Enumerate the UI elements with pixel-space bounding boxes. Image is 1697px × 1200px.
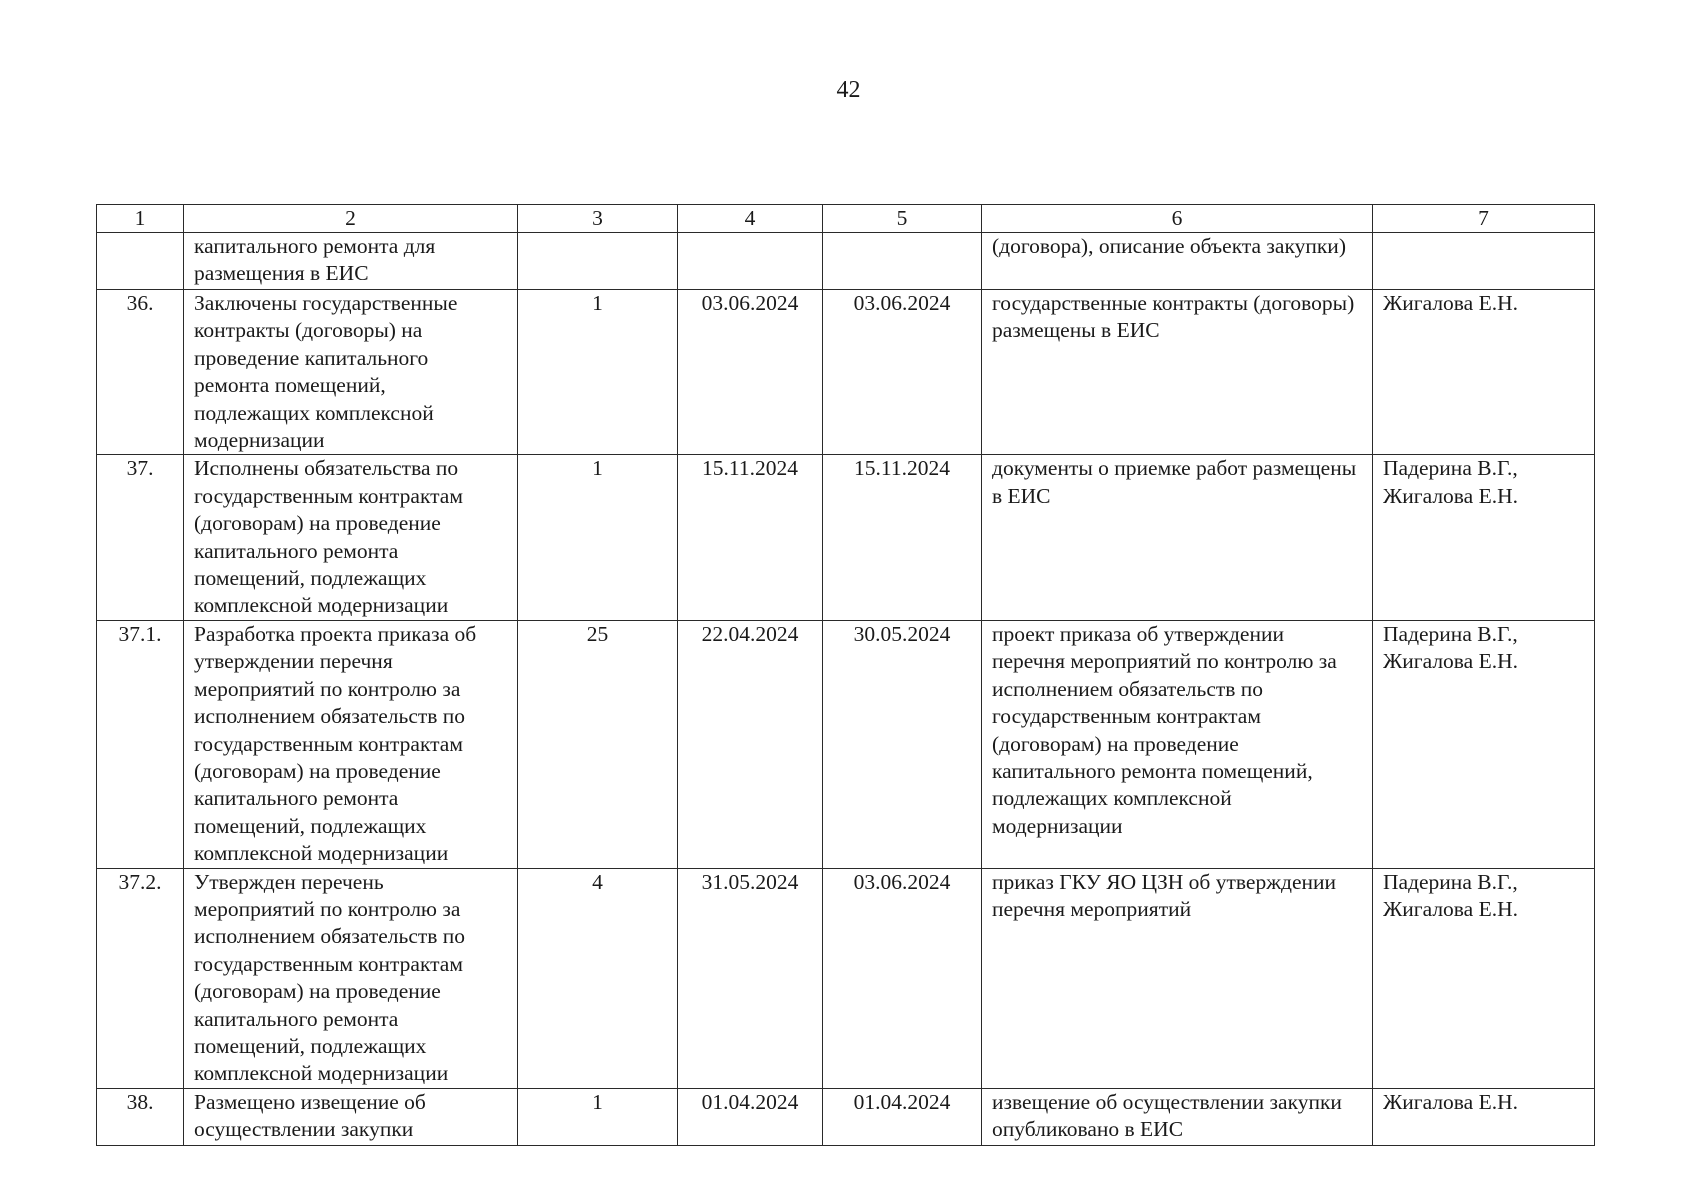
table-row [97, 1088, 1595, 1145]
end-date-cell: 01.04.2024 [823, 1088, 982, 1145]
duration-cell: 25 [518, 620, 678, 868]
event-cell: Разработка проекта приказа об утверждении перечня мероприятий по контролю за исполнением обязательств по государственным контрактам (договорам) на проведение капитального ремонта помещений, подлежащих комплексной модернизации [184, 620, 518, 868]
table-header-row [97, 205, 1595, 233]
table-row [97, 233, 1595, 290]
table-row [97, 868, 1595, 1088]
responsible-cell: Падерина В.Г., Жигалова Е.Н. [1373, 868, 1595, 1088]
duration-cell: 4 [518, 868, 678, 1088]
result-cell: государственные контракты (договоры) размещены в ЕИС [982, 290, 1373, 455]
column-header: 3 [518, 205, 678, 233]
end-date-cell [823, 233, 982, 290]
result-cell: приказ ГКУ ЯО ЦЗН об утверждении перечня мероприятий [982, 868, 1373, 1088]
responsible-cell: Жигалова Е.Н. [1373, 1088, 1595, 1145]
responsible-cell [1373, 233, 1595, 290]
start-date-cell [678, 233, 823, 290]
result-cell: извещение об осуществлении закупки опубликовано в ЕИС [982, 1088, 1373, 1145]
row-number: 38. [97, 1088, 184, 1145]
event-cell: капитального ремонта для размещения в ЕИС [184, 233, 518, 290]
end-date-cell: 15.11.2024 [823, 455, 982, 620]
column-header: 6 [982, 205, 1373, 233]
column-header: 5 [823, 205, 982, 233]
responsible-cell: Жигалова Е.Н. [1373, 290, 1595, 455]
event-cell: Исполнены обязательства по государственным контрактам (договорам) на проведение капитального ремонта помещений, подлежащих комплексной модернизации [184, 455, 518, 620]
row-number: 37.2. [97, 868, 184, 1088]
column-header: 2 [184, 205, 518, 233]
column-header: 7 [1373, 205, 1595, 233]
row-number [97, 233, 184, 290]
column-header: 1 [97, 205, 184, 233]
table-row [97, 620, 1595, 868]
table-row [97, 455, 1595, 620]
duration-cell: 1 [518, 290, 678, 455]
start-date-cell: 15.11.2024 [678, 455, 823, 620]
result-cell: (договора), описание объекта закупки) [982, 233, 1373, 290]
end-date-cell: 03.06.2024 [823, 290, 982, 455]
result-cell: документы о приемке работ размещены в ЕИС [982, 455, 1373, 620]
row-number: 37. [97, 455, 184, 620]
start-date-cell: 03.06.2024 [678, 290, 823, 455]
event-cell: Заключены государственные контракты (договоры) на проведение капитального ремонта помещений, подлежащих комплексной модернизации [184, 290, 518, 455]
responsible-cell: Падерина В.Г., Жигалова Е.Н. [1373, 620, 1595, 868]
table-row [97, 290, 1595, 455]
event-cell: Утвержден перечень мероприятий по контролю за исполнением обязательств по государственным контрактам (договорам) на проведение капитального ремонта помещений, подлежащих комплексной модернизации [184, 868, 518, 1088]
responsible-cell: Падерина В.Г., Жигалова Е.Н. [1373, 455, 1595, 620]
row-number: 37.1. [97, 620, 184, 868]
start-date-cell: 31.05.2024 [678, 868, 823, 1088]
end-date-cell: 03.06.2024 [823, 868, 982, 1088]
end-date-cell: 30.05.2024 [823, 620, 982, 868]
duration-cell: 1 [518, 455, 678, 620]
start-date-cell: 22.04.2024 [678, 620, 823, 868]
duration-cell: 1 [518, 1088, 678, 1145]
page-number: 42 [836, 77, 861, 103]
column-header: 4 [678, 205, 823, 233]
duration-cell [518, 233, 678, 290]
plan-table [96, 204, 1595, 1146]
result-cell: проект приказа об утверждении перечня мероприятий по контролю за исполнением обязательств по государственным контрактам (договорам) на проведение капитального ремонта помещений, подлежащих комплексной модернизации [982, 620, 1373, 868]
row-number: 36. [97, 290, 184, 455]
event-cell: Размещено извещение об осуществлении закупки [184, 1088, 518, 1145]
start-date-cell: 01.04.2024 [678, 1088, 823, 1145]
